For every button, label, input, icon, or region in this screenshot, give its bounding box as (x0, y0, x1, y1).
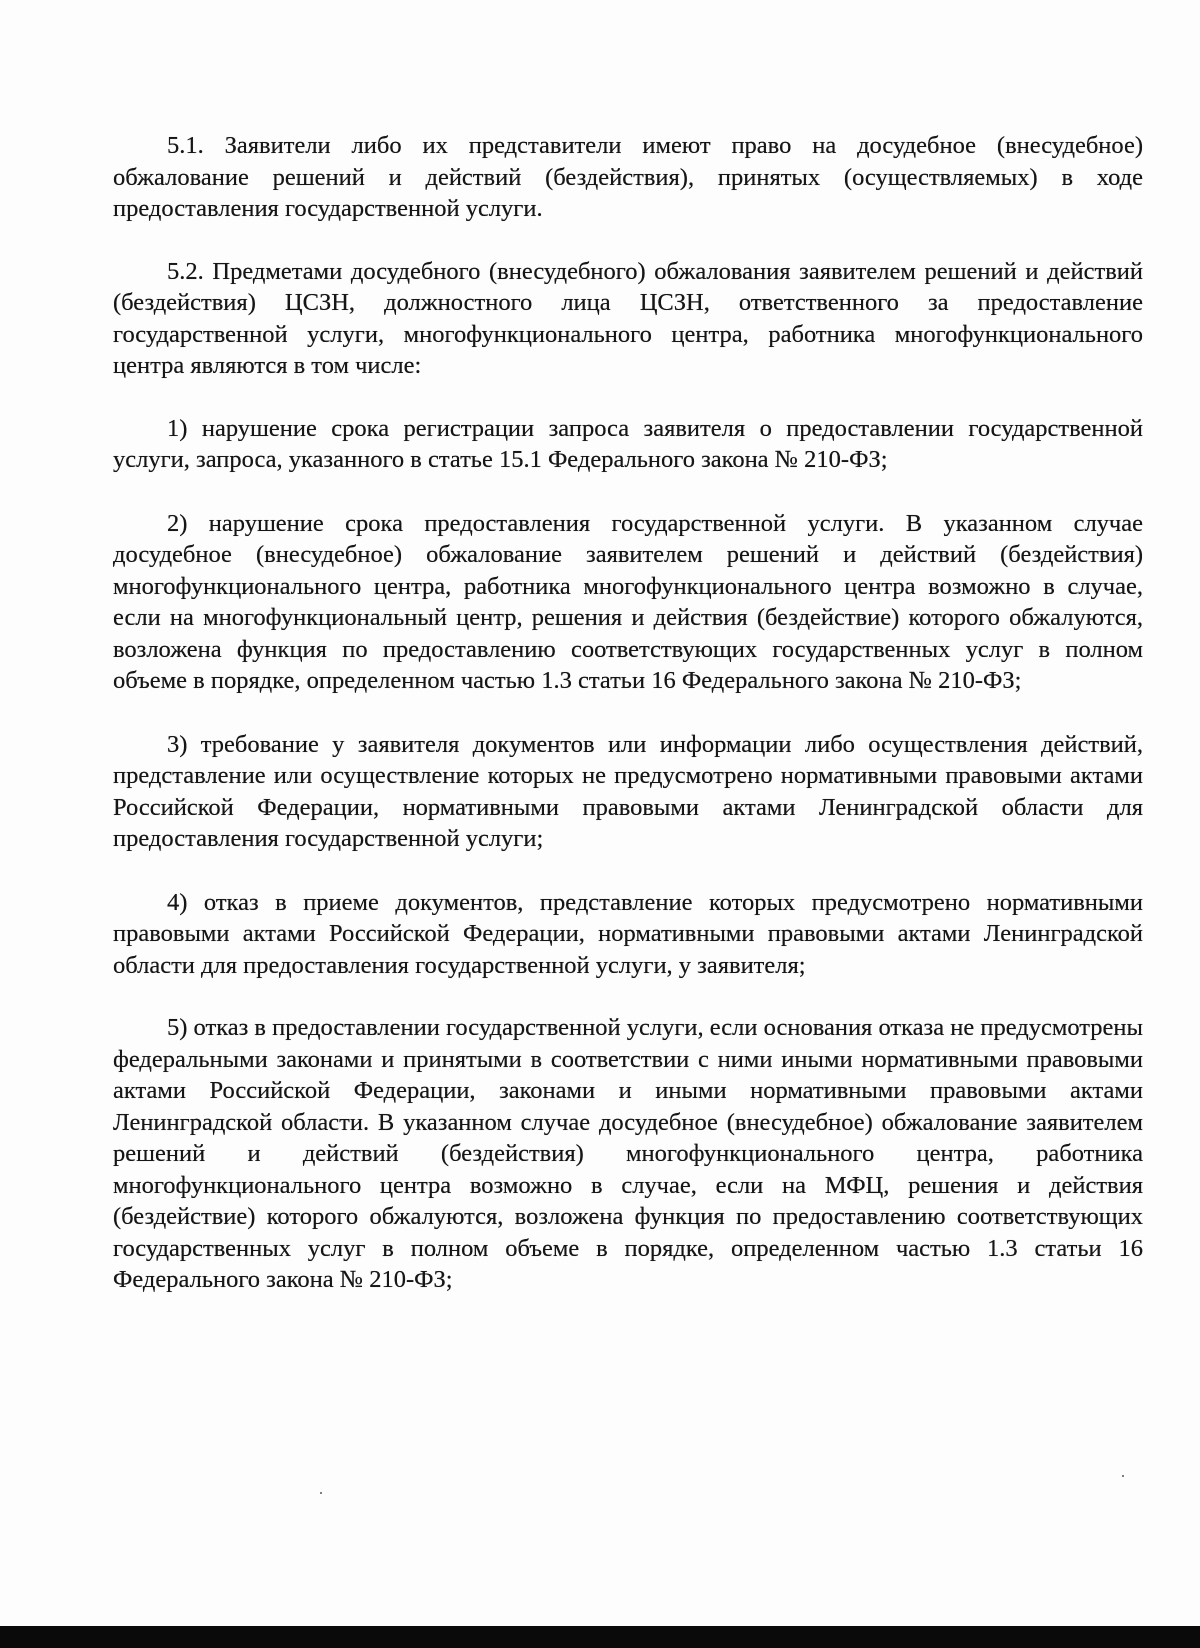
paragraph-5-2: 5.2. Предметами досудебного (внесудебного) обжалования заявителем решений и действий (бездействия) ЦСЗН, должностного лица ЦСЗН, ответственного за предоставление государственной услуги, многофункционального центра, работника многофункционального центра являются в том числе: (113, 257, 1143, 379)
list-item-1: 1) нарушение срока регистрации запроса заявителя о предоставлении государственной услуги, запроса, указанного в статье 15.1 Федерального закона № 210-ФЗ; (113, 414, 1143, 473)
scan-speck (320, 1492, 322, 1494)
list-item-5: 5) отказ в предоставлении государственной услуги, если основания отказа не предусмотрены федеральными законами и принятыми в соответствии с ними иными нормативными правовыми актами Российской Федерации, законами и иными нормативными правовыми актами Ленинградской области. В указанном случае досудебное (внесудебное) обжалование заявителем решений и действий (бездействия) многофункционального центра, работника многофункционального центра возможно в случае, если на МФЦ, решения и действия (бездействие) которого обжалуются, возложена функция по предоставлению соответствующих государственных услуг в полном объеме в порядке, определенном частью 1.3 статьи 16 Федерального закона № 210-ФЗ; (113, 1014, 1143, 1293)
scan-speck (1122, 1475, 1124, 1477)
paragraph-5-1: 5.1. Заявители либо их представители имеют право на досудебное (внесудебное) обжалование решений и действий (бездействия), принятых (осуществляемых) в ходе предоставления государственной услуги. (113, 132, 1143, 222)
document-body (113, 130, 1143, 1327)
list-item-3: 3) требование у заявителя документов или информации либо осуществления действий, представление или осуществление которых не предусмотрено нормативными правовыми актами Российской Федерации, нормативными правовыми актами Ленинградской области для предоставления государственной услуги; (113, 730, 1143, 852)
list-item-2: 2) нарушение срока предоставления государственной услуги. В указанном случае досудебное (внесудебное) обжалование заявителем решений и действий (бездействия) многофункционального центра, работника многофункционального центра возможно в случае, если на многофункциональный центр, решения и действия (бездействие) которого обжалуются, возложена функция по предоставлению соответствующих государственных услуг в полном объеме в порядке, определенном частью 1.3 статьи 16 Федерального закона № 210-ФЗ; (113, 509, 1143, 694)
list-item-4: 4) отказ в приеме документов, представление которых предусмотрено нормативными правовыми актами Российской Федерации, нормативными правовыми актами Ленинградской области для предоставления государственной услуги, у заявителя; (113, 888, 1143, 979)
scan-edge-bar (0, 1626, 1200, 1648)
